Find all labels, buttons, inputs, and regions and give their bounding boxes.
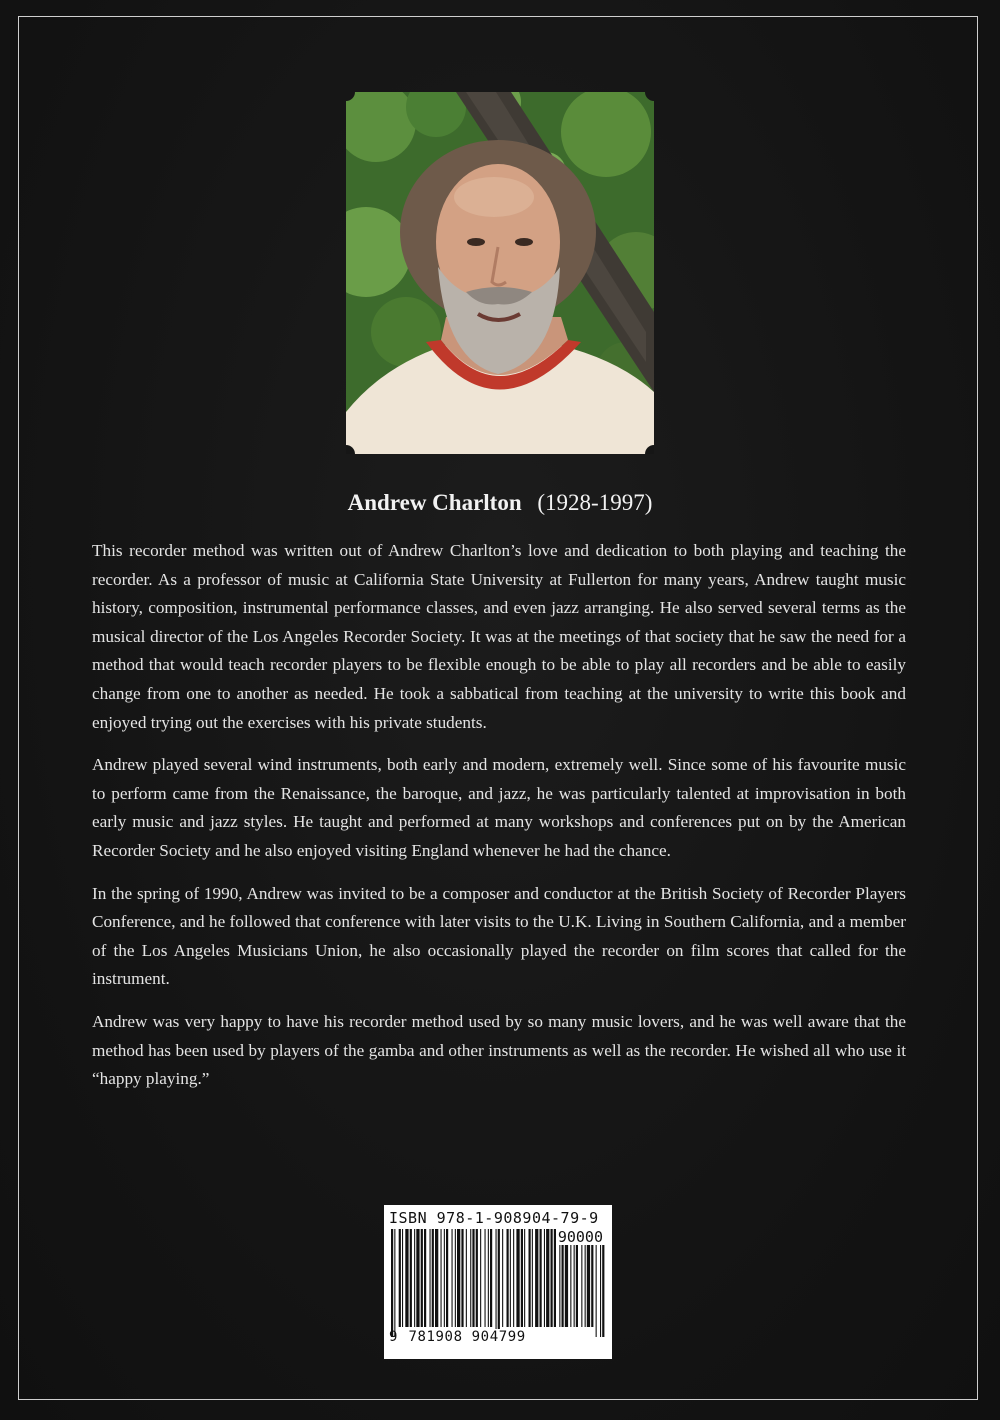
barcode-bar xyxy=(432,1229,434,1327)
barcode-bar xyxy=(391,1229,393,1337)
barcode-bar xyxy=(444,1229,445,1327)
barcode-bar xyxy=(480,1229,481,1327)
barcode-bar xyxy=(516,1229,519,1327)
barcode-bar xyxy=(502,1229,503,1327)
barcode-bar xyxy=(496,1229,497,1337)
bio-paragraph-1: This recorder method was written out of Andrew Charlton’s love and dedication to both playing and teaching the recorder. As a professor of music at California State University at Fullerton for many years, Andrew taught music history, composition, instrumental performance classes, and even jazz arranging. He also served several terms as the musical director of the Los Angeles Recorder Society. It was at the meetings of that society that he saw the need for a method that would teach recorder players to be flexible enough to be able to play all recorders and be able to easily change from one to another as needed. He took a sabbatical from teaching at the university to write this book and enjoyed trying out the exercises with his private students. xyxy=(92,541,906,732)
isbn-barcode xyxy=(384,1205,612,1359)
barcode-bar xyxy=(455,1229,456,1327)
barcode-bar xyxy=(470,1229,471,1327)
barcode-bar xyxy=(490,1229,492,1327)
barcode-bar xyxy=(402,1229,403,1327)
barcode-bars xyxy=(389,1228,607,1345)
barcode-bar xyxy=(421,1229,423,1327)
barcode-bar xyxy=(441,1229,442,1327)
barcode-bar xyxy=(416,1229,419,1327)
barcode-bar xyxy=(424,1229,426,1327)
bio-paragraph-4: Andrew was very happy to have his recorder method used by so many music lovers, and he was well aware that the method has been used by players of the gamba and other instruments as well as the recorder. He wished all who use it “happy playing.” xyxy=(92,1011,906,1089)
barcode-bar xyxy=(529,1229,531,1327)
barcode-bar xyxy=(414,1229,415,1327)
barcode-bar xyxy=(457,1229,460,1327)
biography xyxy=(92,537,906,1108)
barcode-bar xyxy=(405,1229,408,1327)
barcode-bar xyxy=(507,1229,509,1327)
barcode-bar xyxy=(524,1229,525,1327)
barcode-bar xyxy=(546,1229,549,1327)
barcode-bar xyxy=(485,1229,486,1327)
author-heading xyxy=(0,490,1000,516)
barcode-bar xyxy=(466,1229,467,1327)
barcode-bar xyxy=(544,1229,545,1327)
barcode-bar xyxy=(461,1229,463,1327)
ean-number xyxy=(389,1329,607,1345)
author-photo xyxy=(346,92,654,454)
barcode-bar xyxy=(498,1229,500,1337)
barcode-bar xyxy=(532,1229,533,1327)
bio-paragraph-3: In the spring of 1990, Andrew was invited to be a composer and conductor at the British Society of Recorder Players Conference, and he followed that conference with later visits to the U.K. Living in Southern California, and a member of the Los Angeles Musicians Union, he also occasionally played the recorder on film scores that called for the instrument. xyxy=(92,883,906,989)
barcode-bar xyxy=(452,1229,453,1327)
barcode-bar xyxy=(540,1229,542,1327)
barcode-bar xyxy=(394,1229,395,1337)
barcode-bar xyxy=(521,1229,523,1327)
barcode-bar xyxy=(399,1229,401,1327)
barcode-bar xyxy=(430,1229,431,1327)
barcode-bar xyxy=(476,1229,478,1327)
isbn-text: ISBN 978-1-908904-79-9 xyxy=(389,1209,599,1227)
barcode-bar xyxy=(435,1229,438,1327)
barcode-bar xyxy=(446,1229,448,1327)
barcode-bar xyxy=(535,1229,538,1327)
barcode-bar xyxy=(551,1229,553,1327)
barcode-bar xyxy=(488,1229,489,1327)
barcode-bar xyxy=(410,1229,412,1327)
author-name: Andrew Charlton xyxy=(347,490,522,515)
ean-digits: 781908 904799 xyxy=(405,1329,528,1345)
bio-paragraph-2: Andrew played several wind instruments, both early and modern, extremely well. Since some of his favourite music to perform came from the Renaissance, the baroque, and jazz, he was particularly talented at improvisation in both early music and jazz styles. He taught and performed at many workshops and conferences put on by the American Recorder Society and he also enjoyed visiting England whenever he had the chance. xyxy=(92,755,906,860)
author-dates: (1928-1997) xyxy=(537,490,653,515)
barcode-bar xyxy=(472,1229,474,1327)
barcode-bar xyxy=(513,1229,514,1327)
price-code: 90000 xyxy=(557,1228,603,1246)
barcode-bar xyxy=(510,1229,511,1327)
ean-lead-digit: 9 xyxy=(389,1329,398,1345)
